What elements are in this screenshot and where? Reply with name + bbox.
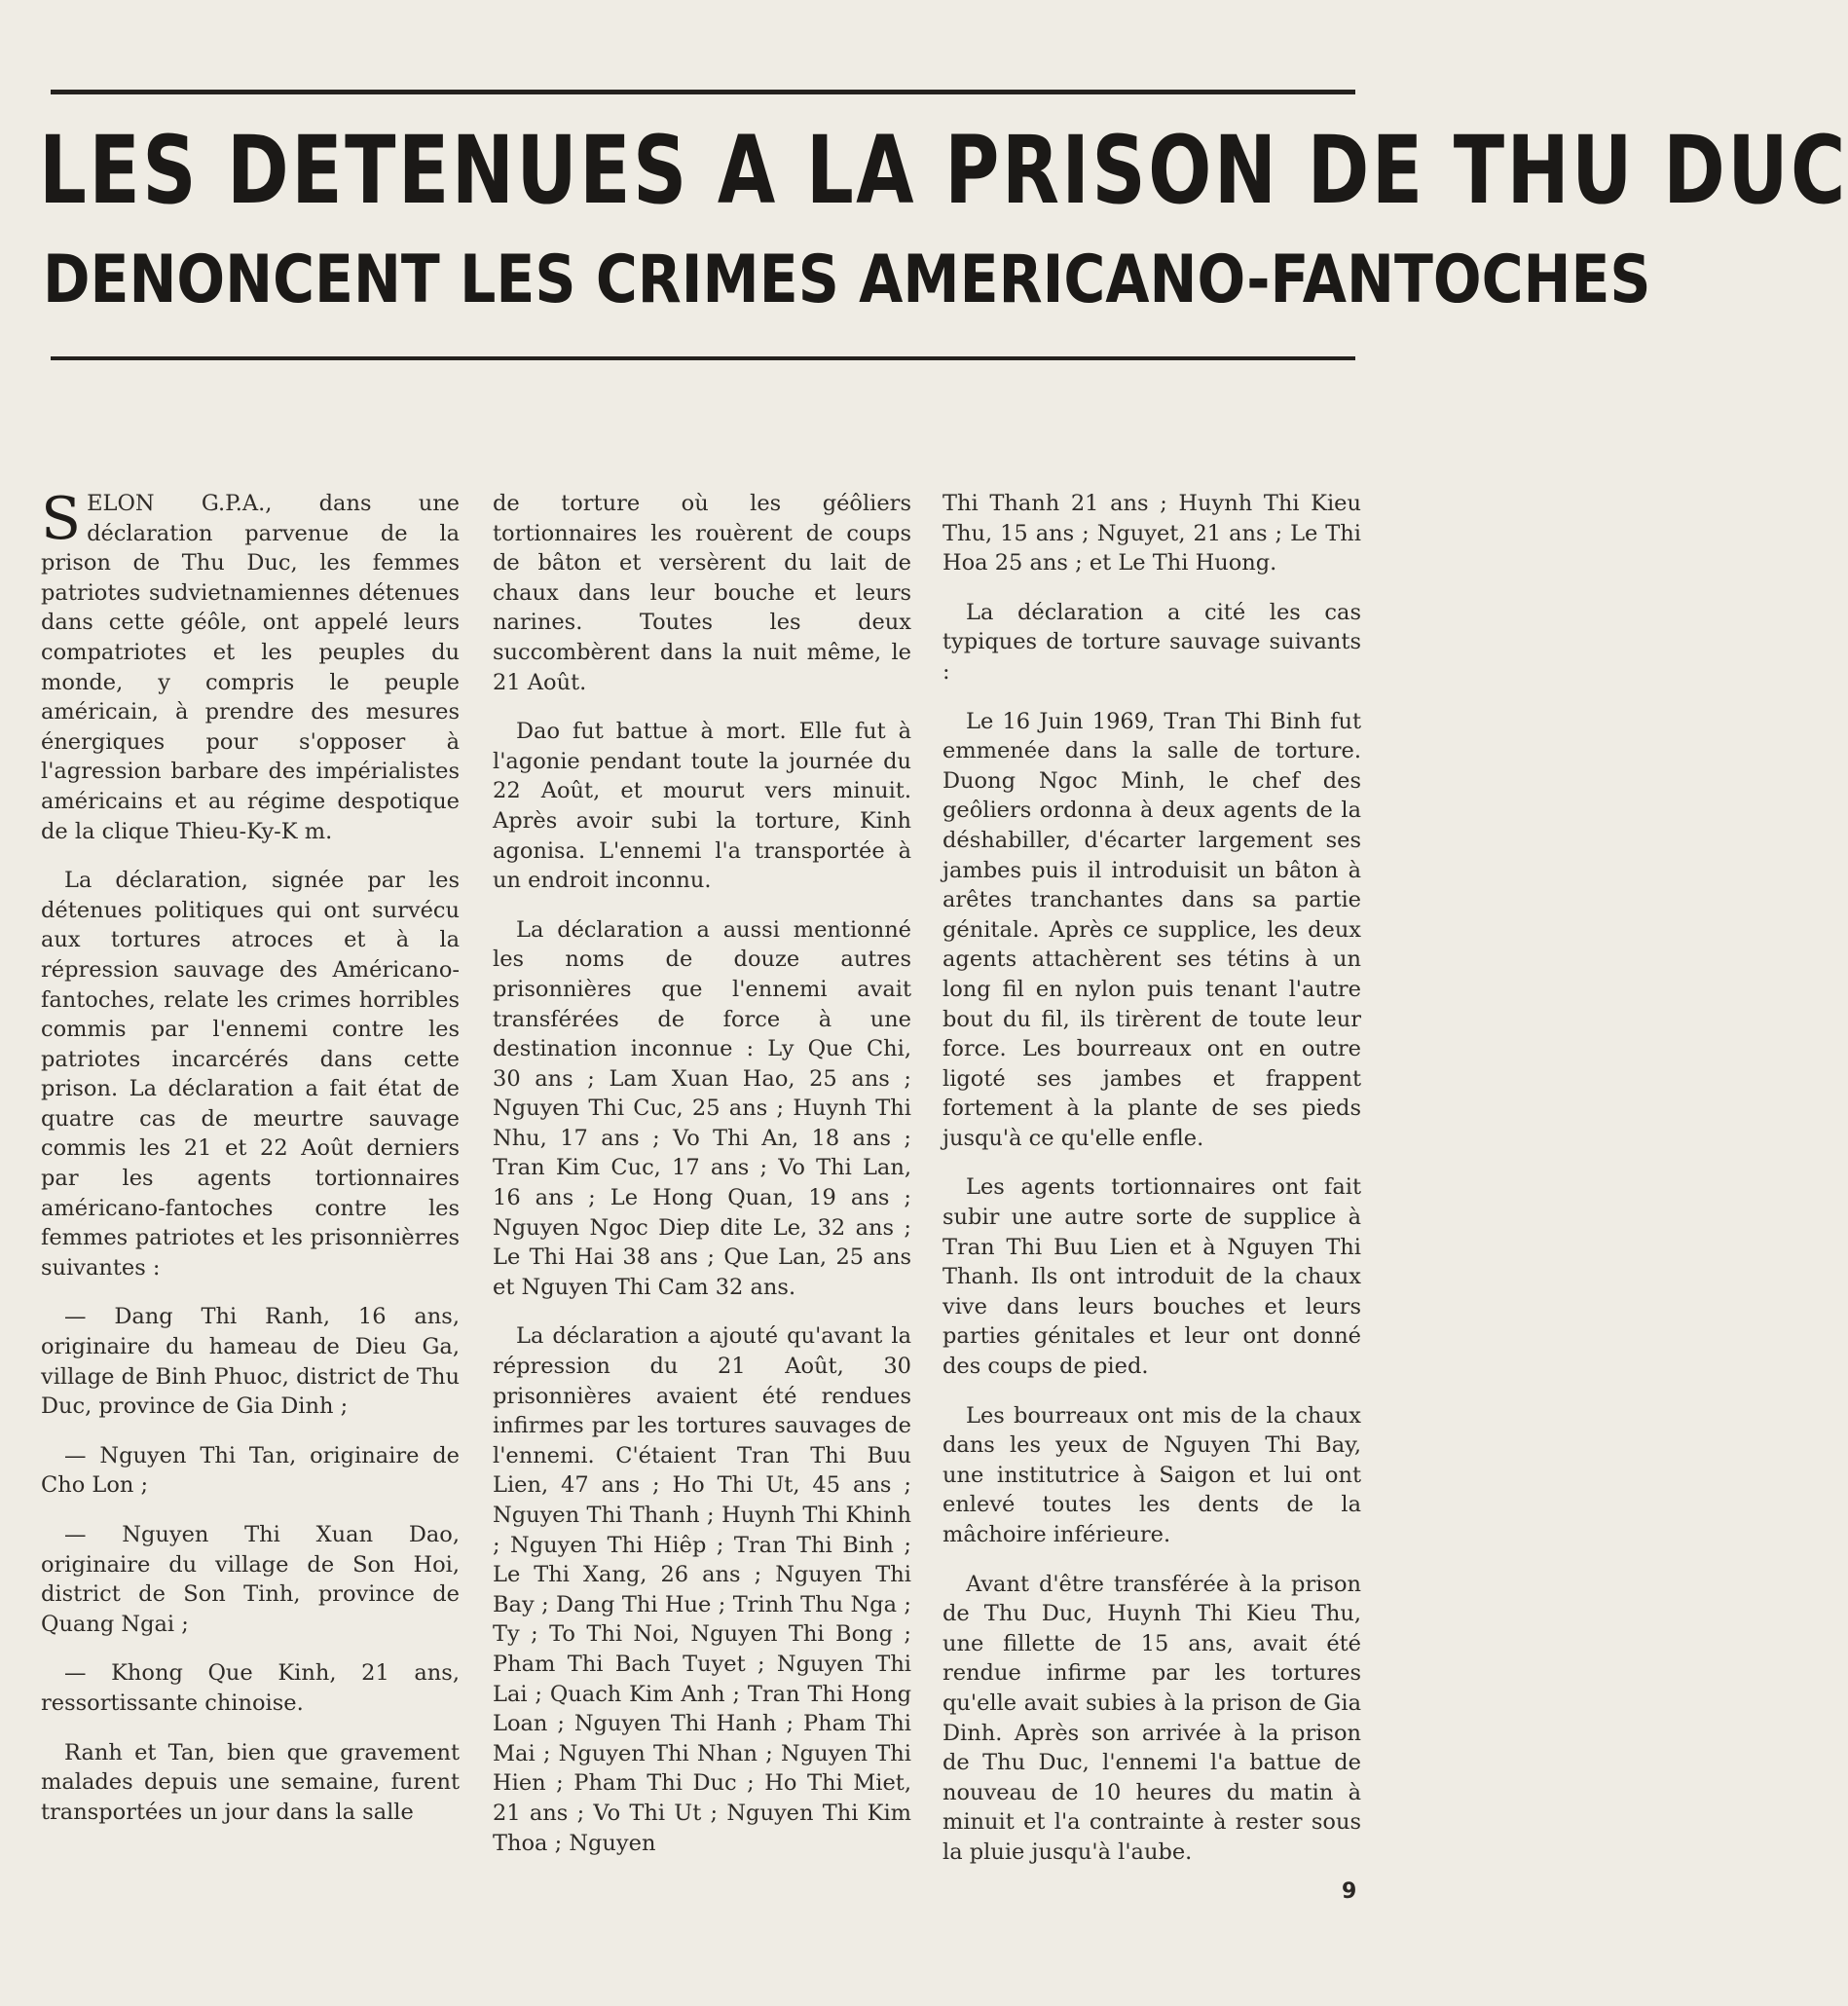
drop-cap: S — [41, 485, 82, 553]
page-number: 9 — [1342, 1879, 1357, 1904]
headline-line-1: LES DETENUES A LA PRISON DE THU DUC — [39, 116, 1848, 225]
top-rule — [51, 90, 1355, 94]
article-paragraph: La déclaration, signée par les détenues politiques qui ont survécu aux tortures atroces et à la répression sauvage des Américano-fantoches, relate les crimes horribles commis par l'ennemi contre les patriotes incarcérés dans cette prison. La déclaration a fait état de quatre cas de meurtre sauvage commis les 21 et 22 Août derniers par les agents tortionnaires américano-fantoches contre les femmes patriotes et les prisonnièrres suivantes : — [41, 868, 460, 1281]
article-paragraph: — Nguyen Thi Xuan Dao, originaire du village de Son Hoi, district de Son Tinh, province de Quang Ngai ; — [41, 1522, 460, 1637]
article-paragraph: Le 16 Juin 1969, Tran Thi Binh fut emmenée dans la salle de torture. Duong Ngoc Minh, le chef des geôliers ordonna à deux agents de la déshabiller, d'écarter largement ses jambes puis il introduisit un bâton à arêtes tranchantes dans sa partie génitale. Après ce supplice, les deux agents attachèrent ses tétins à un long fil en nylon puis tenant l'autre bout du fil, ils tirèrent de toute leur force. Les bourreaux ont en outre ligoté ses jambes et frappent fortement à la plante de ses pieds jusqu'à ce qu'elle enfle. — [942, 708, 1361, 1151]
headline-line-2: DENONCENT LES CRIMES AMERICANO-FANTOCHES — [43, 241, 1651, 318]
article-paragraph: Dao fut battue à mort. Elle fut à l'agonie pendant toute la journée du 22 Août, et mourut vers minuit. Après avoir subi la torture, Kinh agonisa. L'ennemi l'a transportée à un endroit inconnu. — [493, 719, 911, 894]
article-paragraph: — Nguyen Thi Tan, originaire de Cho Lon ; — [41, 1442, 460, 1499]
article-paragraph: — Khong Que Kinh, 21 ans, ressortissante chinoise. — [41, 1660, 460, 1716]
article-column-1 — [41, 485, 460, 1846]
article-column-3 — [942, 489, 1361, 1887]
article-paragraph: Avant d'être transférée à la prison de Thu Duc, Huynh Thi Kieu Thu, une fillette de 15 ans, avait été rendue infirme par les tortures qu'elle avait subies à la prison de Gia Dinh. Après son arrivée à la prison de Thu Duc, l'ennemi l'a battue de nouveau de 10 heures du matin à minuit et l'a contrainte à rester sous la pluie jusqu'à l'aube. — [942, 1571, 1361, 1865]
article-paragraph: Les agents tortionnaires ont fait subir une autre sorte de supplice à Tran Thi Buu Lien et à Nguyen Thi Thanh. Ils ont introduit de la chaux vive dans leurs bouches et leurs parties génitales et leur ont donné des coups de pied. — [942, 1174, 1361, 1380]
article-paragraph: La déclaration a aussi mentionné les noms de douze autres prisonnières que l'ennemi avait transférées de force à une destination inconnue : Ly Que Chi, 30 ans ; Lam Xuan Hao, 25 ans ; Nguyen Thi Cuc, 25 ans ; Huynh Thi Nhu, 17 ans ; Vo Thi An, 18 ans ; Tran Kim Cuc, 17 ans ; Vo Thi Lan, 16 ans ; Le Hong Quan, 19 ans ; Nguyen Ngoc Diep dite Le, 32 ans ; Le Thi Hai 38 ans ; Que Lan, 25 ans et Nguyen Thi Cam 32 ans. — [493, 916, 911, 1300]
article-paragraph: — Dang Thi Ranh, 16 ans, originaire du hameau de Dieu Ga, village de Binh Phuoc, district de Thu Duc, province de Gia Dinh ; — [41, 1304, 460, 1420]
article-paragraph: Ranh et Tan, bien que gravement malades depuis une semaine, furent transportées un jour dans la salle — [41, 1739, 460, 1825]
bottom-rule — [51, 356, 1355, 360]
paragraph-text: ELON G.P.A., dans une déclaration parvenue de la prison de Thu Duc, les femmes patriotes sudvietnamiennes détenues dans cette géôle, ont appelé leurs compatriotes et les peuples du monde, y compris le peuple américain, à prendre des mesures énergiques pour s'opposer à l'agression barbare des impérialistes américains et au régime despotique de la clique Thieu-Ky-K m. — [41, 491, 460, 844]
article-paragraph: Thi Thanh 21 ans ; Huynh Thi Kieu Thu, 15 ans ; Nguyet, 21 ans ; Le Thi Hoa 25 ans ; et Le Thi Huong. — [942, 491, 1361, 576]
article-paragraph: Les bourreaux ont mis de la chaux dans les yeux de Nguyen Thi Bay, une institutrice à Saigon et lui ont enlevé toutes les dents de la mâchoire inférieure. — [942, 1402, 1361, 1547]
article-column-2 — [493, 489, 911, 1877]
article-paragraph: de torture où les géôliers tortionnaires les rouèrent de coups de bâton et versèrent du lait de chaux dans leur bouche et leurs narines. Toutes les deux succombèrent dans la nuit même, le 21 Août. — [493, 491, 911, 695]
article-paragraph: La déclaration a cité les cas typiques de torture sauvage suivants : — [942, 599, 1361, 685]
article-paragraph: La déclaration a ajouté qu'avant la répression du 21 Août, 30 prisonnières avaient été rendues infirmes par les tortures sauvages de l'ennemi. C'étaient Tran Thi Buu Lien, 47 ans ; Ho Thi Ut, 45 ans ; Nguyen Thi Thanh ; Huynh Thi Khinh ; Nguyen Thi Hiêp ; Tran Thi Binh ; Le Thi Xang, 26 ans ; Nguyen Thi Bay ; Dang Thi Hue ; Trinh Thu Nga ; Ty ; To Thi Noi, Nguyen Thi Bong ; Pham Thi Bach Tuyet ; Nguyen Thi Lai ; Quach Kim Anh ; Tran Thi Hong Loan ; Nguyen Thi Hanh ; Pham Thi Mai ; Nguyen Thi Nhan ; Nguyen Thi Hien ; Pham Thi Duc ; Ho Thi Miet, 21 ans ; Vo Thi Ut ; Nguyen Thi Kim Thoa ; Nguyen — [493, 1323, 911, 1856]
article-paragraph — [41, 485, 460, 846]
